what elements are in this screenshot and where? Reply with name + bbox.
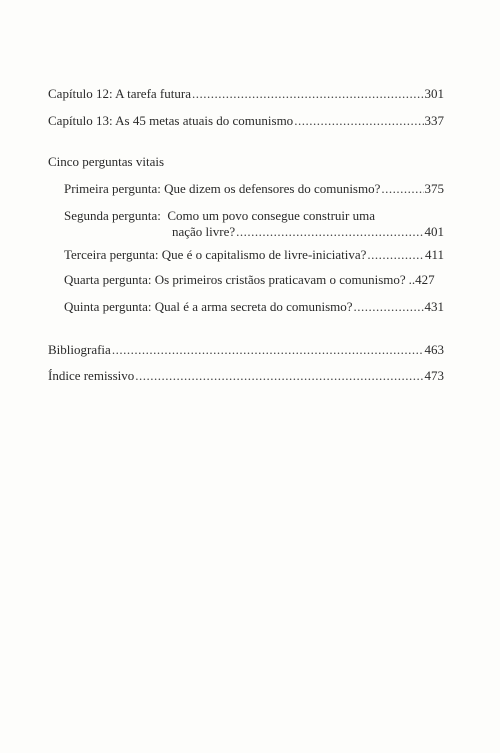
toc-page-number: 463 bbox=[424, 342, 444, 357]
leader-dots bbox=[236, 224, 423, 240]
leader-dots bbox=[381, 181, 423, 197]
toc-page-number: 337 bbox=[424, 113, 444, 128]
toc-entry-question-4[interactable] bbox=[64, 272, 444, 288]
toc-entry-label: Quarta pergunta: Os primeiros cristãos praticavam o comunismo? bbox=[64, 272, 406, 287]
leader-dots bbox=[135, 368, 423, 384]
toc-entry-index[interactable] bbox=[48, 368, 444, 384]
toc-entry-label: Terceira pergunta: Que é o capitalismo de livre-iniciativa? bbox=[64, 247, 367, 262]
toc-entry-label: Capítulo 12: A tarefa futura bbox=[48, 86, 191, 101]
toc-entry-label: Bibliografia bbox=[48, 342, 111, 357]
toc-entry-label-line-2: nação livre? bbox=[172, 224, 236, 239]
toc-entry-bibliography[interactable] bbox=[48, 342, 444, 358]
toc-page-number: 427 bbox=[415, 272, 435, 287]
leader-dots bbox=[112, 342, 424, 358]
toc-entry-label: Quinta pergunta: Qual é a arma secreta do comunismo? bbox=[64, 299, 353, 314]
leader-dots: .. bbox=[408, 272, 416, 287]
toc-entry-line-2 bbox=[172, 224, 444, 240]
toc-entry-question-5[interactable] bbox=[64, 299, 444, 315]
toc-page-number: 301 bbox=[424, 86, 444, 101]
leader-dots bbox=[294, 113, 423, 129]
toc-entry-question-1[interactable] bbox=[64, 181, 444, 197]
toc-entry-label: Capítulo 13: As 45 metas atuais do comunismo bbox=[48, 113, 294, 128]
toc-entry-label-line-1: Segunda pergunta: Como um povo consegue construir uma bbox=[64, 208, 375, 223]
toc-page-number: 375 bbox=[424, 181, 444, 196]
toc-page-number: 473 bbox=[424, 368, 444, 383]
toc-entry-chapter-13[interactable] bbox=[48, 113, 444, 129]
toc-entry-question-3[interactable] bbox=[64, 247, 444, 263]
toc-page-number: 401 bbox=[424, 224, 444, 239]
toc-entry-label: Índice remissivo bbox=[48, 368, 135, 383]
section-heading: Cinco perguntas vitais bbox=[48, 154, 165, 169]
toc-page-number: 411 bbox=[424, 247, 444, 262]
leader-dots bbox=[354, 299, 424, 315]
toc-entry-chapter-12[interactable] bbox=[48, 86, 444, 102]
leader-dots bbox=[367, 247, 424, 263]
leader-dots bbox=[192, 86, 424, 102]
toc-entry-label: Primeira pergunta: Que dizem os defensores do comunismo? bbox=[64, 181, 381, 196]
toc-page-number: 431 bbox=[424, 299, 444, 314]
